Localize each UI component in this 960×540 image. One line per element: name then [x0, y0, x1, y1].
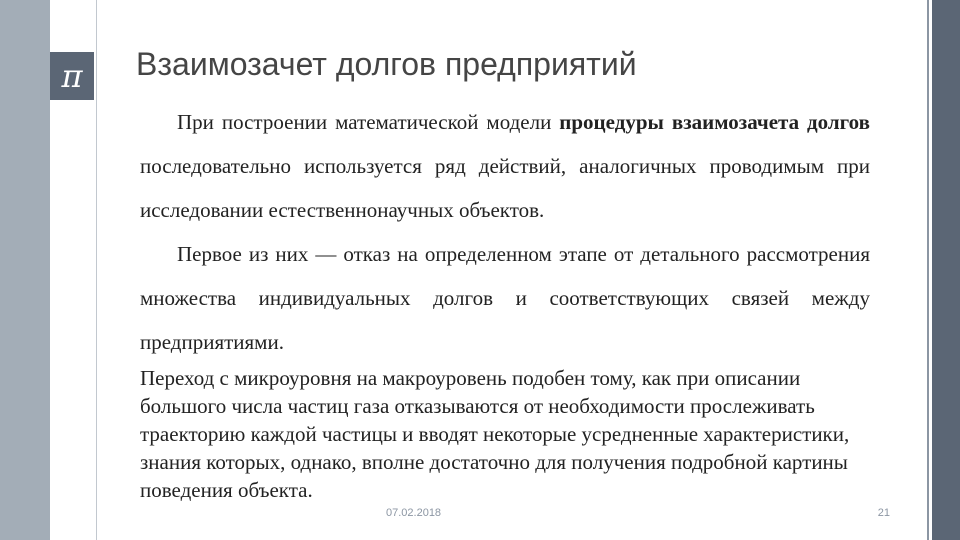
paragraph-1-bold-term: процедуры взаимозачета долгов	[559, 110, 870, 134]
paragraph-1	[140, 100, 870, 232]
left-divider-line	[96, 0, 97, 540]
right-decor-band	[932, 0, 960, 540]
paragraph-3: Переход с микроуровня на макроуровень подобен тому, как при описании большого числа частиц газа отказываются от необходимости прослеживать траекторию каждой частицы и вводят некоторые усредненные характеристики, знания которых, однако, вполне достаточно для получения подробной картины поведения объекта.	[140, 366, 850, 502]
pi-logo-icon	[50, 52, 94, 100]
footer-date: 07.02.2018	[386, 507, 442, 519]
pi-symbol: π	[61, 57, 83, 95]
paragraph-2: Первое из них — отказ на определенном этапе от детального рассмотрения множества индивидуальных долгов и соответствующих связей между предприятиями.	[140, 242, 870, 354]
left-decor-band	[0, 0, 50, 540]
paragraph-1-text-end: последовательно используется ряд действий, аналогичных проводимым при исследовании естественнонаучных объектов.	[140, 154, 870, 222]
slide-number: 21	[877, 507, 890, 519]
slide-body	[140, 100, 870, 504]
paragraph-1-text-start: При построении математической модели	[177, 110, 560, 134]
slide-title: Взаимозачет долгов предприятий	[136, 46, 637, 82]
right-divider-line	[927, 0, 929, 540]
